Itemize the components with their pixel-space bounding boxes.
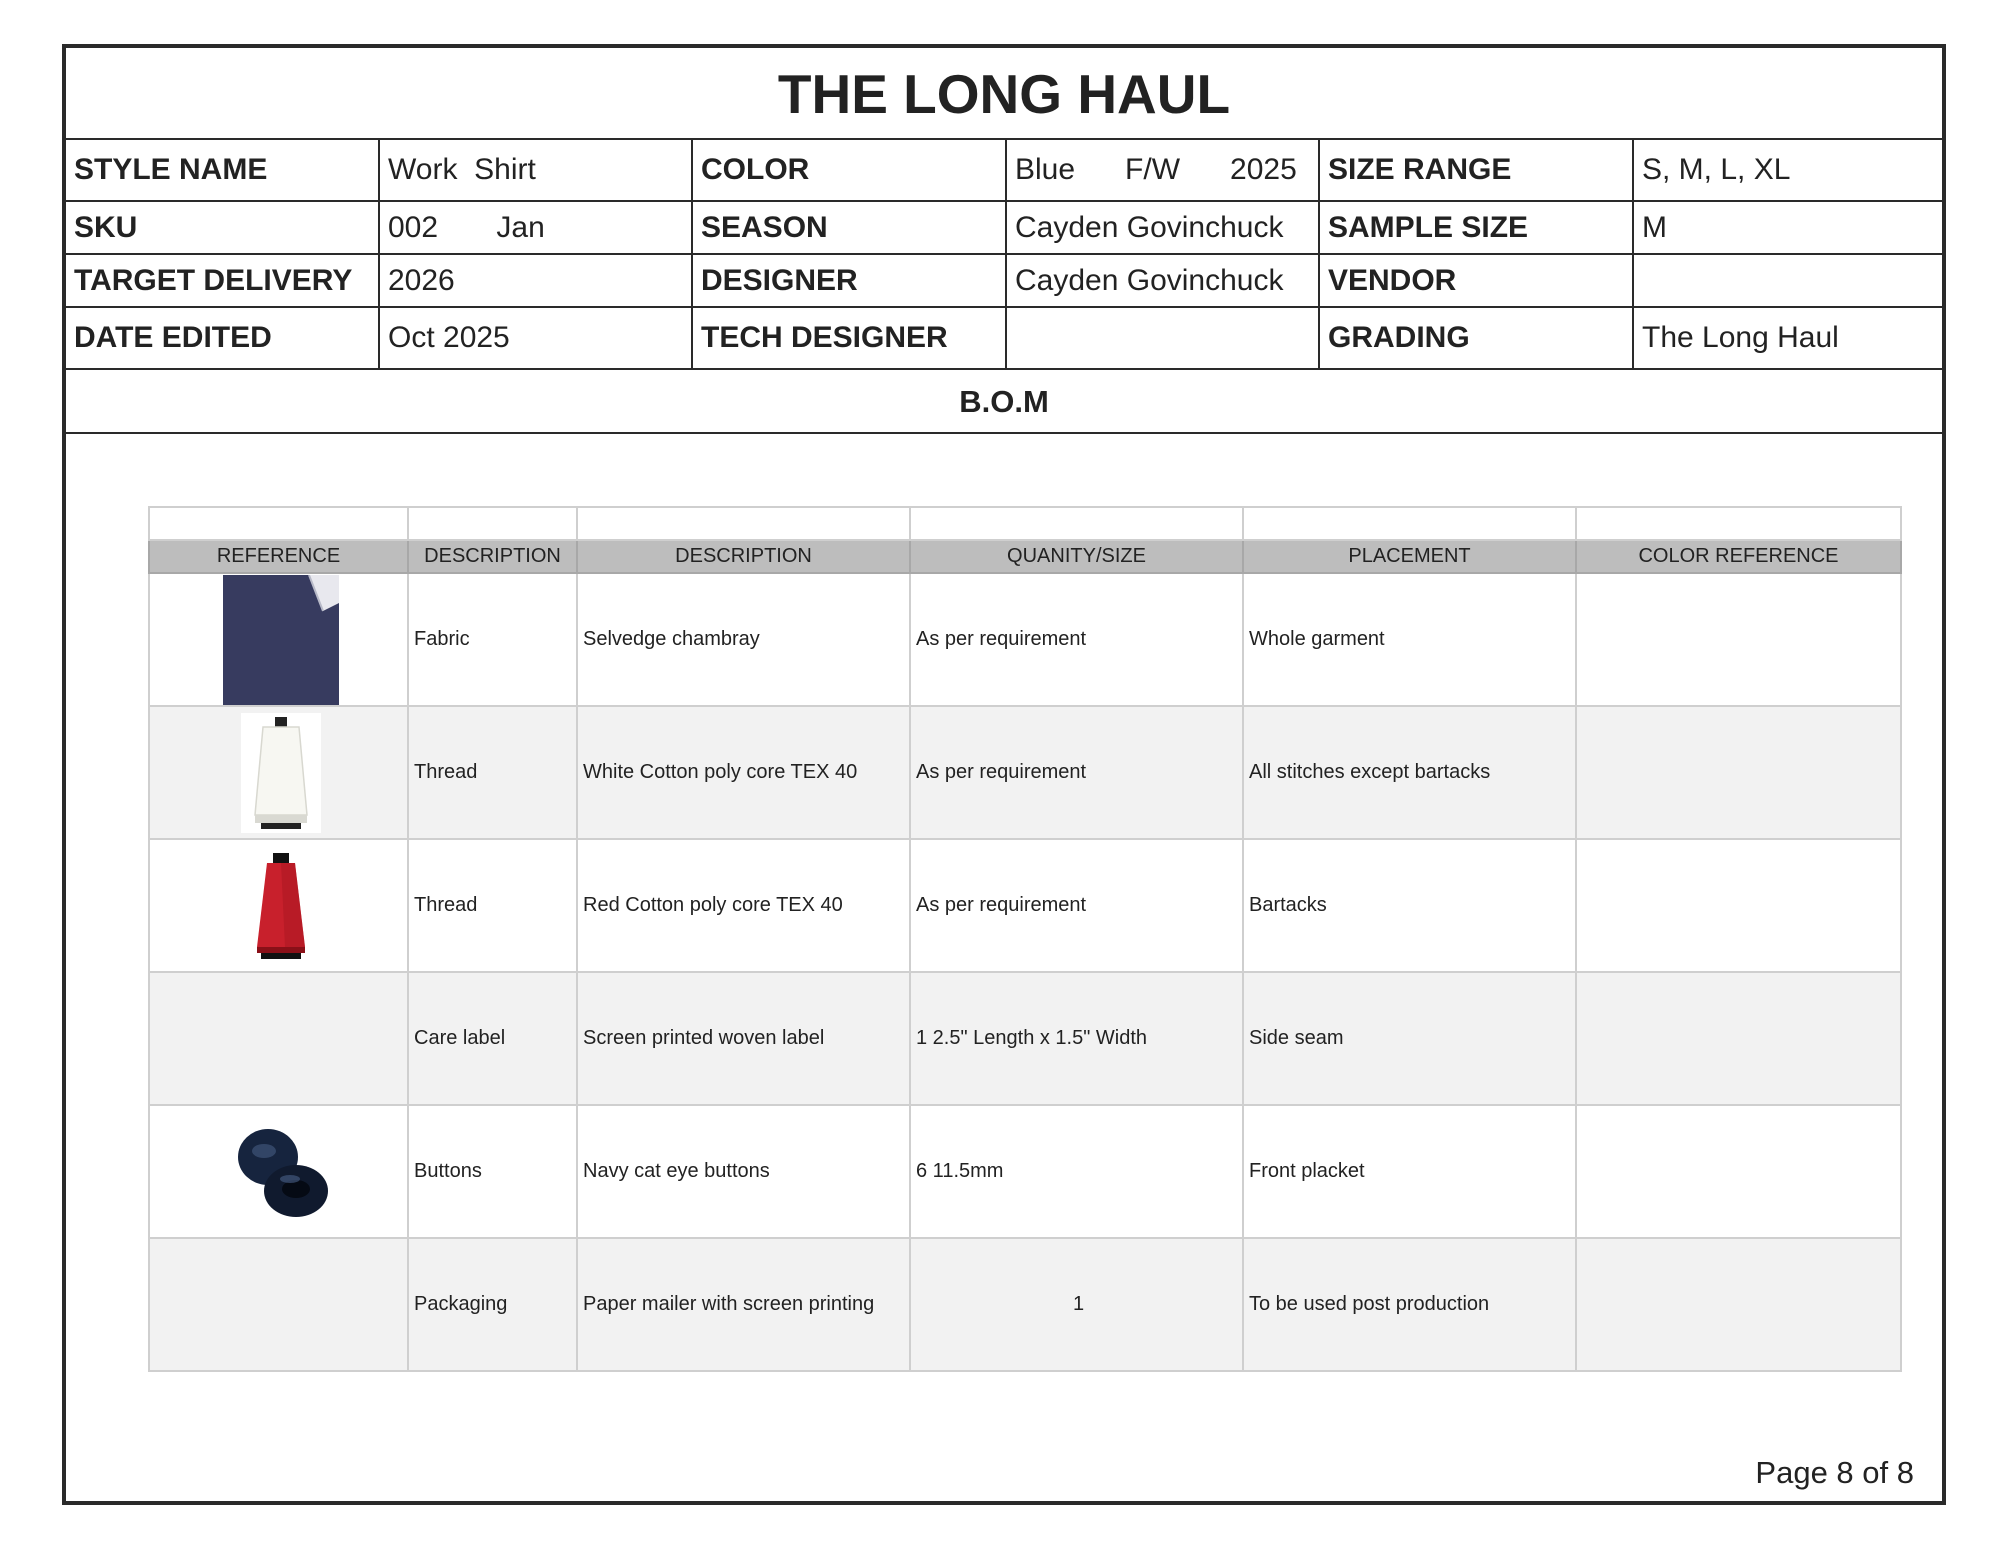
description-cell: Care label (408, 972, 577, 1105)
table-row (149, 972, 1901, 1105)
tech-designer-value (1007, 308, 1320, 368)
target-delivery-label: TARGET DELIVERY (66, 255, 380, 306)
blank-cell (408, 507, 577, 540)
color-reference-cell (1576, 706, 1901, 839)
table-row (149, 1105, 1901, 1238)
color-value: Blue F/W 2025 (1007, 140, 1320, 200)
season-label: SEASON (693, 202, 1007, 253)
spec-row (66, 202, 1942, 255)
designer-value: Cayden Govinchuck (1007, 255, 1320, 306)
table-blank-row (149, 507, 1901, 540)
quantity-cell: As per requirement (910, 839, 1243, 972)
sku-label: SKU (66, 202, 380, 253)
reference-cell (149, 1105, 408, 1238)
header-description-detail: DESCRIPTION (577, 540, 910, 573)
description-cell: Packaging (408, 1238, 577, 1371)
style-name-value: Work Shirt (380, 140, 693, 200)
color-reference-cell (1576, 839, 1901, 972)
sample-size-value: M (1642, 210, 1667, 244)
header-color-reference: COLOR REFERENCE (1576, 540, 1901, 573)
color-label: COLOR (693, 140, 1007, 200)
bom-title: B.O.M (66, 370, 1942, 434)
header-reference: REFERENCE (149, 540, 408, 573)
blank-cell (1576, 507, 1901, 540)
date-edited-value: Oct 2025 (380, 308, 693, 368)
header-description: DESCRIPTION (408, 540, 577, 573)
designer-label: DESIGNER (693, 255, 1007, 306)
red-thread-spool-image (251, 851, 311, 961)
detail-cell: Selvedge chambray (577, 573, 910, 706)
navy-buttons-image (226, 1117, 336, 1227)
tech-designer-label: TECH DESIGNER (693, 308, 1007, 368)
page-title: THE LONG HAUL (66, 48, 1942, 140)
grading-label: GRADING (1320, 308, 1634, 368)
placement-cell: Whole garment (1243, 573, 1576, 706)
description-cell: Fabric (408, 573, 577, 706)
detail-cell: Screen printed woven label (577, 972, 910, 1105)
white-thread-spool-image (241, 713, 321, 833)
reference-cell (149, 972, 408, 1105)
spec-sheet (62, 44, 1946, 1505)
description-cell: Thread (408, 839, 577, 972)
detail-cell: Navy cat eye buttons (577, 1105, 910, 1238)
sku-value: 002 Jan (380, 202, 693, 253)
quantity-cell: As per requirement (910, 573, 1243, 706)
color-reference-cell (1576, 573, 1901, 706)
detail-cell: White Cotton poly core TEX 40 (577, 706, 910, 839)
season-value: Cayden Govinchuck (1007, 202, 1320, 253)
reference-cell (149, 839, 408, 972)
detail-cell: Paper mailer with screen printing (577, 1238, 910, 1371)
size-range-value: S, M, L, XL (1642, 153, 1791, 186)
sample-size-label: SAMPLE SIZE (1320, 202, 1634, 253)
table-header-row (149, 540, 1901, 573)
reference-cell (149, 1238, 408, 1371)
blank-cell (910, 507, 1243, 540)
reference-cell (149, 706, 408, 839)
header-quantity: QUANITY/SIZE (910, 540, 1243, 573)
quantity-cell: 6 11.5mm (910, 1105, 1243, 1238)
table-row (149, 1238, 1901, 1371)
fabric-swatch-image (223, 575, 339, 705)
table-row (149, 706, 1901, 839)
header-placement: PLACEMENT (1243, 540, 1576, 573)
spec-row (66, 308, 1942, 370)
blank-cell (1243, 507, 1576, 540)
bom-table (148, 506, 1902, 1372)
target-delivery-value: 2026 (380, 255, 693, 306)
blank-cell (149, 507, 408, 540)
placement-cell: To be used post production (1243, 1238, 1576, 1371)
placement-cell: All stitches except bartacks (1243, 706, 1576, 839)
color-reference-cell (1576, 972, 1901, 1105)
placement-cell: Bartacks (1243, 839, 1576, 972)
quantity-cell: 1 2.5" Length x 1.5" Width (910, 972, 1243, 1105)
date-edited-label: DATE EDITED (66, 308, 380, 368)
table-row (149, 839, 1901, 972)
placement-cell: Side seam (1243, 972, 1576, 1105)
blank-cell (577, 507, 910, 540)
vendor-value (1634, 255, 1942, 306)
reference-cell (149, 573, 408, 706)
size-range-label: SIZE RANGE (1320, 140, 1634, 200)
quantity-cell: 1 (910, 1238, 1243, 1371)
color-reference-cell (1576, 1105, 1901, 1238)
placement-cell: Front placket (1243, 1105, 1576, 1238)
spec-row (66, 255, 1942, 308)
style-name-label: STYLE NAME (66, 140, 380, 200)
spec-row (66, 140, 1942, 202)
color-reference-cell (1576, 1238, 1901, 1371)
table-row (149, 573, 1901, 706)
quantity-cell: As per requirement (910, 706, 1243, 839)
description-cell: Thread (408, 706, 577, 839)
grading-value: The Long Haul (1642, 321, 1839, 354)
description-cell: Buttons (408, 1105, 577, 1238)
detail-cell: Red Cotton poly core TEX 40 (577, 839, 910, 972)
page-number: Page 8 of 8 (1755, 1455, 1914, 1490)
vendor-label: VENDOR (1320, 255, 1634, 306)
